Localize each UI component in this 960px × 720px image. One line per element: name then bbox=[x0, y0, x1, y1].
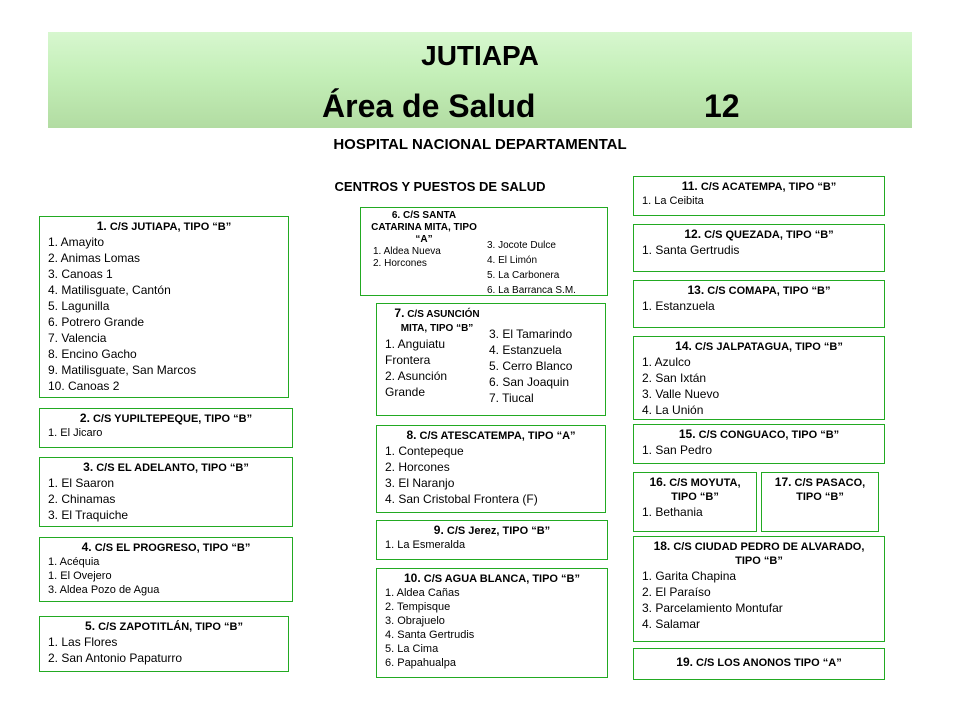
post-list bbox=[385, 538, 599, 552]
center-card-10 bbox=[376, 568, 608, 678]
center-card-7 bbox=[376, 303, 606, 416]
center-title: C/S QUEZADA, TIPO “B” bbox=[704, 229, 834, 241]
center-number: 16. bbox=[649, 475, 667, 489]
list-item: 2. San Antonio Papaturro bbox=[48, 651, 183, 665]
list-item: 1. Aldea Nueva bbox=[373, 246, 441, 257]
center-number: 12. bbox=[684, 227, 702, 241]
center-card-16 bbox=[633, 472, 757, 532]
post-list bbox=[642, 194, 876, 208]
list-item: 3. El Tamarindo bbox=[489, 327, 573, 341]
center-title: C/S YUPILTEPEQUE, TIPO “B” bbox=[92, 413, 253, 425]
list-item: 3. El Traquiche bbox=[48, 508, 129, 522]
center-card-14 bbox=[633, 336, 885, 420]
post-list bbox=[642, 442, 876, 458]
list-item: 2. Chinamas bbox=[48, 492, 116, 506]
center-number: 6. bbox=[391, 210, 401, 221]
center-card-6 bbox=[360, 207, 608, 296]
list-item: 2. Animas Lomas bbox=[48, 251, 141, 265]
center-title: C/S AGUA BLANCA, TIPO “B” bbox=[423, 573, 580, 585]
center-number: 5. bbox=[85, 619, 96, 633]
list-item: Grande bbox=[385, 385, 426, 399]
list-item: 1. El Ovejero bbox=[48, 570, 112, 582]
list-item: 2. Horcones bbox=[385, 460, 450, 474]
center-title: C/S PASACO, TIPO “B” bbox=[794, 477, 866, 503]
post-list bbox=[48, 475, 284, 523]
list-item: 10. Canoas 2 bbox=[48, 379, 120, 393]
center-number: 14. bbox=[675, 339, 692, 353]
list-item: 3. Parcelamiento Montufar bbox=[642, 601, 783, 615]
center-title: C/S ATESCATEMPA, TIPO “A” bbox=[419, 430, 576, 442]
list-item: 1. Anguiatu bbox=[385, 337, 446, 351]
list-item: 1. El Saaron bbox=[48, 476, 115, 490]
list-item: 2. San Ixtán bbox=[642, 371, 707, 385]
list-item: 4. Salamar bbox=[642, 617, 701, 631]
center-number: 19. bbox=[676, 655, 693, 669]
list-item: 1. Garita Chapina bbox=[642, 569, 737, 583]
center-title: C/S EL ADELANTO, TIPO “B” bbox=[96, 462, 249, 474]
list-item: 1. La Ceibita bbox=[642, 195, 704, 207]
list-item: 6. Papahualpa bbox=[385, 657, 456, 669]
center-title: C/S CIUDAD PEDRO DE ALVARADO, TIPO “B” bbox=[673, 541, 865, 567]
center-number: 9. bbox=[433, 523, 444, 537]
list-item: 3. El Naranjo bbox=[385, 476, 455, 490]
post-list bbox=[385, 443, 597, 507]
center-title: C/S SANTA CATARINA MITA, TIPO “A” bbox=[371, 210, 477, 245]
center-card-4 bbox=[39, 537, 293, 602]
list-item: 5. Cerro Blanco bbox=[489, 359, 573, 373]
list-item: 4. El Limón bbox=[487, 255, 538, 266]
list-item: Frontera bbox=[385, 353, 431, 367]
center-number: 15. bbox=[678, 427, 696, 441]
post-list-right bbox=[487, 238, 576, 296]
list-item: 3. Valle Nuevo bbox=[642, 387, 720, 401]
list-item: 1. Azulco bbox=[642, 355, 691, 369]
list-item: 3. Aldea Pozo de Agua bbox=[48, 584, 160, 596]
center-title: C/S ACATEMPA, TIPO “B” bbox=[700, 181, 837, 193]
list-item: 4. Matilisguate, Cantón bbox=[48, 283, 171, 297]
list-item: 1. El Jicaro bbox=[48, 427, 103, 439]
list-item: 5. La Carbonera bbox=[487, 270, 560, 281]
list-item: 9. Matilisguate, San Marcos bbox=[48, 363, 197, 377]
list-item: 1. Estanzuela bbox=[642, 299, 715, 313]
list-item: 1. Santa Gertrudis bbox=[642, 243, 740, 257]
center-number: 17. bbox=[774, 475, 792, 489]
center-number: 13. bbox=[687, 283, 705, 297]
center-card-5 bbox=[39, 616, 289, 672]
center-number: 4. bbox=[81, 540, 92, 554]
area-label: Área de Salud bbox=[322, 88, 536, 124]
hospital-heading: HOSPITAL NACIONAL DEPARTAMENTAL bbox=[333, 136, 627, 153]
center-number: 3. bbox=[83, 460, 94, 474]
post-list bbox=[642, 354, 876, 418]
center-number: 11. bbox=[681, 179, 698, 193]
list-item: 3. Canoas 1 bbox=[48, 267, 113, 281]
department-title: JUTIAPA bbox=[421, 40, 539, 71]
center-card-12 bbox=[633, 224, 885, 272]
title-banner bbox=[48, 32, 912, 128]
list-item: 3. Jocote Dulce bbox=[487, 240, 556, 251]
center-number: 8. bbox=[406, 428, 417, 442]
center-title: C/S ASUNCIÓN MITA, TIPO “B” bbox=[400, 309, 480, 334]
post-list bbox=[642, 298, 876, 314]
center-card-19 bbox=[633, 648, 885, 680]
center-title: C/S CONGUACO, TIPO “B” bbox=[698, 429, 840, 441]
post-list bbox=[48, 426, 284, 440]
list-item: 1. Aldea Cañas bbox=[385, 587, 460, 599]
center-title: C/S JALPATAGUA, TIPO “B” bbox=[694, 341, 843, 353]
center-card-17 bbox=[761, 472, 879, 532]
center-number: 10. bbox=[404, 571, 421, 585]
list-item: 5. La Cima bbox=[385, 643, 439, 655]
list-item: 6. Potrero Grande bbox=[48, 315, 145, 329]
center-number: 18. bbox=[653, 539, 671, 553]
list-item: 7. Tiucal bbox=[489, 391, 534, 405]
center-number: 7. bbox=[394, 306, 405, 320]
list-item: 1. Contepeque bbox=[385, 444, 464, 458]
post-list bbox=[642, 568, 876, 632]
list-item: 4. San Cristobal Frontera (F) bbox=[385, 492, 538, 506]
center-card-3 bbox=[39, 457, 293, 527]
list-item: 4. La Unión bbox=[642, 403, 704, 417]
area-number: 12 bbox=[704, 88, 740, 124]
post-list bbox=[48, 555, 284, 597]
center-card-2 bbox=[39, 408, 293, 448]
center-title: C/S EL PROGRESO, TIPO “B” bbox=[94, 542, 251, 554]
center-number: 1. bbox=[96, 219, 107, 233]
center-title: C/S LOS ANONOS TIPO “A” bbox=[696, 657, 842, 669]
list-item: 5. Lagunilla bbox=[48, 299, 110, 313]
center-title: C/S MOYUTA, TIPO “B” bbox=[669, 477, 741, 503]
post-list bbox=[642, 242, 876, 258]
list-item: 4. Santa Gertrudis bbox=[385, 629, 475, 641]
centers-heading: CENTROS Y PUESTOS DE SALUD bbox=[334, 179, 546, 194]
list-item: 8. Encino Gacho bbox=[48, 347, 137, 361]
list-item: 1. Amayito bbox=[48, 235, 105, 249]
post-list-right bbox=[489, 326, 572, 406]
center-card-13 bbox=[633, 280, 885, 328]
list-item: 4. Estanzuela bbox=[489, 343, 562, 357]
list-item: 2. Asunción bbox=[385, 369, 448, 383]
list-item: 1. Las Flores bbox=[48, 635, 118, 649]
list-item: 1. San Pedro bbox=[642, 443, 713, 457]
list-item: 1. Bethania bbox=[642, 505, 703, 519]
center-title: C/S COMAPA, TIPO “B” bbox=[707, 285, 831, 297]
list-item: 2. Tempisque bbox=[385, 601, 451, 613]
center-card-11 bbox=[633, 176, 885, 216]
center-card-18 bbox=[633, 536, 885, 642]
center-card-9 bbox=[376, 520, 608, 560]
center-number: 2. bbox=[79, 411, 90, 425]
center-card-15 bbox=[633, 424, 885, 464]
list-item: 1. Acéquia bbox=[48, 556, 100, 568]
list-item: 2. El Paraíso bbox=[642, 585, 711, 599]
center-card-8 bbox=[376, 425, 606, 513]
list-item: 6. San Joaquin bbox=[489, 375, 570, 389]
list-item: 2. Horcones bbox=[373, 258, 427, 269]
list-item: 1. La Esmeralda bbox=[385, 539, 466, 551]
center-title: C/S ZAPOTITLÁN, TIPO “B” bbox=[98, 621, 243, 633]
post-list bbox=[48, 234, 280, 394]
list-item: 7. Valencia bbox=[48, 331, 107, 345]
post-list bbox=[385, 586, 599, 670]
center-title: C/S JUTIAPA, TIPO “B” bbox=[109, 221, 232, 233]
list-item: 3. Obrajuelo bbox=[385, 615, 445, 627]
post-list bbox=[642, 504, 748, 520]
center-title: C/S Jerez, TIPO “B” bbox=[446, 525, 551, 537]
post-list bbox=[48, 634, 280, 666]
list-item: 6. La Barranca S.M. bbox=[487, 285, 576, 296]
center-card-1 bbox=[39, 216, 289, 398]
